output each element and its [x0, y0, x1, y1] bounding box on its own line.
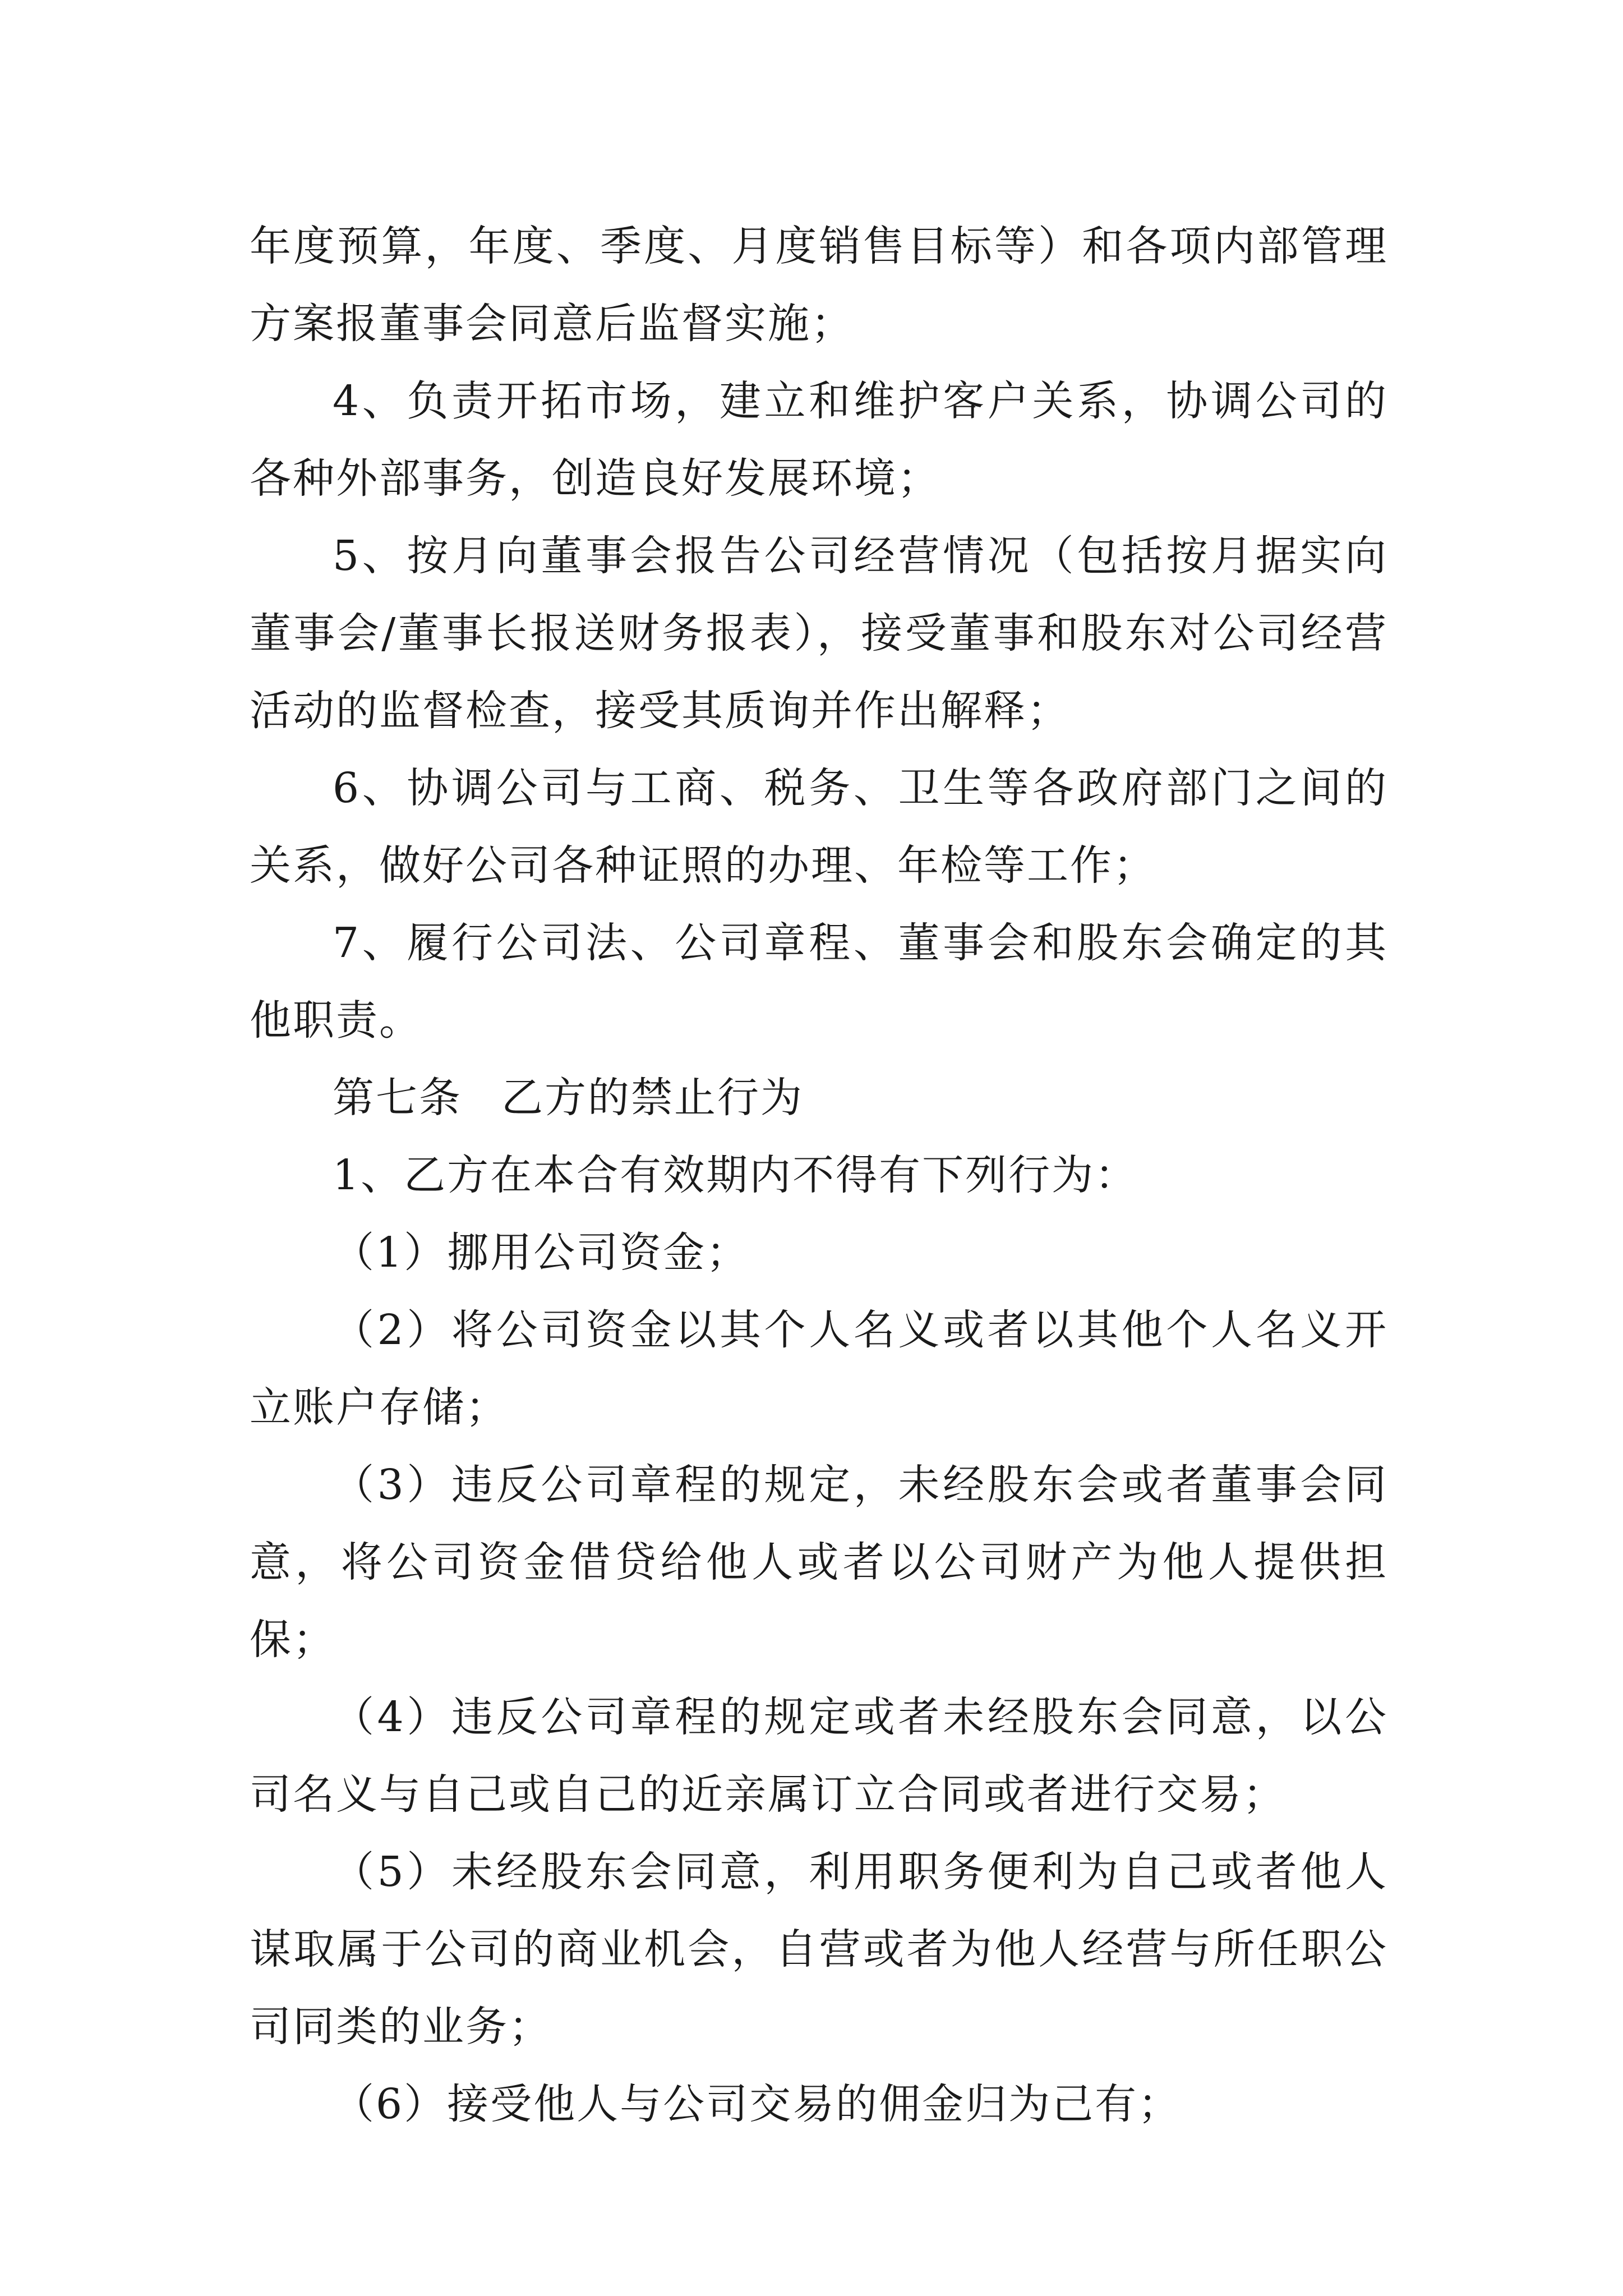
- document-page: [250, 208, 1388, 2143]
- paragraph-prohibition-item-4: （4）违反公司章程的规定或者未经股东会同意，以公司名义与自己或自己的近亲属订立合同或者进行交易；: [250, 1693, 1388, 1819]
- paragraph-duty-3-continuation: 年度预算，年度、季度、月度销售目标等）和各项内部管理方案报董事会同意后监督实施；: [250, 222, 1388, 348]
- paragraph-duty-7: 7、履行公司法、公司章程、董事会和股东会确定的其他职责。: [250, 919, 1388, 1045]
- article-7-number: 第七条: [333, 1074, 462, 1122]
- paragraph-prohibition-intro: 1、乙方在本合有效期内不得有下列行为：: [333, 1151, 1138, 1199]
- paragraph-duty-4: 4、负责开拓市场，建立和维护客户关系，协调公司的各种外部事务，创造良好发展环境；: [250, 377, 1388, 503]
- paragraph-prohibition-item-5: （5）未经股东会同意，利用职务便利为自己或者他人谋取属于公司的商业机会，自营或者为他人经营与所任职公司同类的业务；: [250, 1848, 1388, 2051]
- paragraph-prohibition-item-3: （3）违反公司章程的规定，未经股东会或者董事会同意，将公司资金借贷给他人或者以公司财产为他人提供担保；: [250, 1461, 1388, 1664]
- article-7-title: 乙方的禁止行为: [501, 1074, 804, 1122]
- paragraph-duty-6: 6、协调公司与工商、税务、卫生等各政府部门之间的关系，做好公司各种证照的办理、年检等工作；: [250, 764, 1388, 890]
- paragraph-duty-5: 5、按月向董事会报告公司经营情况（包括按月据实向董事会/董事长报送财务报表），接受董事和股东对公司经营活动的监督检查，接受其质询并作出解释；: [250, 532, 1388, 735]
- paragraph-prohibition-item-1: （1）挪用公司资金；: [333, 1228, 750, 1277]
- paragraph-prohibition-item-6: （6）接受他人与公司交易的佣金归为己有；: [333, 2080, 1182, 2128]
- article-7-heading: [250, 1059, 1388, 1137]
- paragraph-prohibition-item-2: （2）将公司资金以其个人名义或者以其他个人名义开立账户存储；: [250, 1306, 1388, 1432]
